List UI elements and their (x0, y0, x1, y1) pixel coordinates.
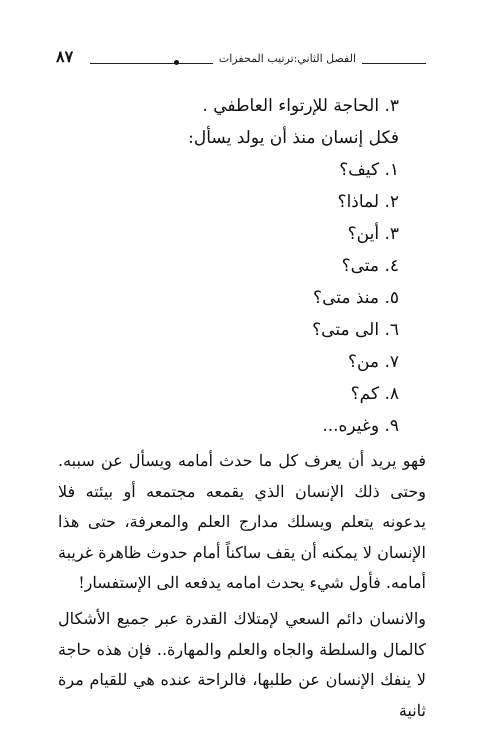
list-item: ٥. منذ متى؟ (313, 288, 399, 308)
question-lead: فكل إنسان منذ أن يولد يسأل: (188, 128, 399, 148)
list-item: ٤. متى؟ (341, 256, 399, 276)
page-number: ٨٧ (56, 47, 74, 66)
running-header (56, 47, 426, 70)
question-list (139, 90, 399, 442)
list-item: ٩. وغيره... (322, 416, 399, 436)
list-item-intro: ٣. الحاجة للإرتواء العاطفي . (202, 96, 399, 116)
list-item: ٦. الى متى؟ (312, 320, 399, 340)
list-item: ٢. لماذا؟ (337, 192, 399, 212)
bullet-dot-icon (174, 60, 179, 65)
list-item: ٣. أين؟ (347, 224, 399, 244)
body-paragraph-1: فهو يريد أن يعرف كل ما حدث أمامه ويسأل عن سببه. وحتى ذلك الإنسان الذي يقمعه مجتمعه أو بيئته فلا يدعونه يتعلم ويسلك مدارج العلم والمعرفة، حتى هذا الإنسان لا يمكنه أن يقف ساكناً أمام حدوث ظاهرة غريبة أمامه. فأول شيء يحدث امامه يدفعه الى الإستفسار! (58, 451, 426, 592)
body-paragraph-2: والانسان دائم السعي لإمتلاك القدرة عبر جميع الأشكال كالمال والسلطة والجاه والعلم والمهارة.. فإن هذه حاجة لا ينفك الإنسان عن طلبها، فالراحة عنده هي للقيام مرة ثانية (58, 609, 426, 720)
list-item: ٧. من؟ (347, 352, 399, 372)
list-item: ٨. كم؟ (350, 384, 399, 404)
chapter-title: الفصل الثاني:ترتيب المحفزات (213, 51, 362, 67)
list-item: ١. كيف؟ (339, 160, 399, 180)
